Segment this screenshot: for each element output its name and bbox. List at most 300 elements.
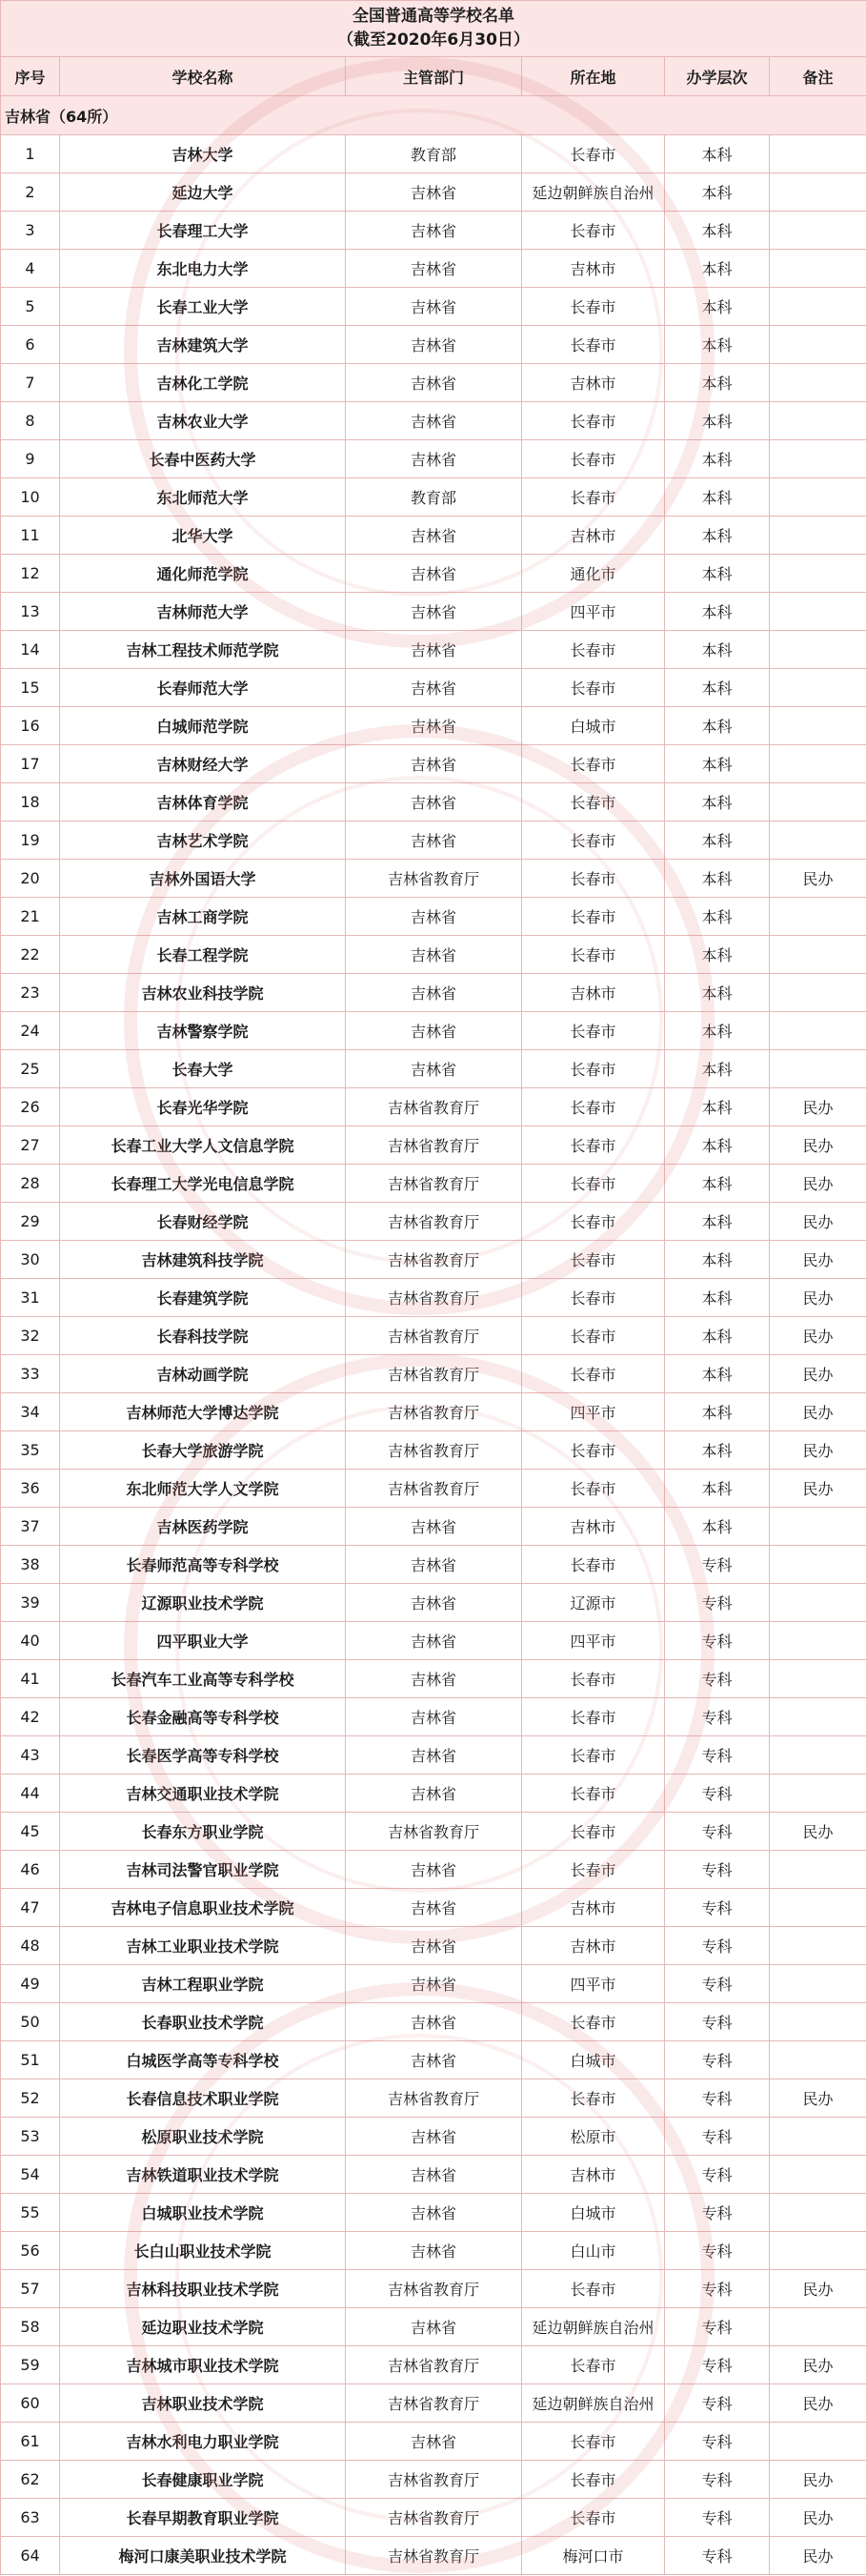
col-header-remark: 备注 bbox=[770, 57, 866, 96]
table-row bbox=[1, 1622, 866, 1660]
cell-authority: 吉林省教育厅 bbox=[346, 2384, 522, 2423]
cell-authority: 吉林省教育厅 bbox=[346, 1241, 522, 1279]
cell-school-name: 吉林铁道职业技术学院 bbox=[60, 2156, 346, 2194]
cell-school-name: 长春大学旅游学院 bbox=[60, 1431, 346, 1470]
cell-index: 43 bbox=[1, 1736, 60, 1775]
cell-location: 长春市 bbox=[522, 1775, 665, 1813]
cell-remark bbox=[770, 555, 866, 593]
cell-authority: 吉林省 bbox=[346, 1736, 522, 1775]
cell-school-name: 吉林工程职业学院 bbox=[60, 1965, 346, 2003]
cell-authority: 吉林省 bbox=[346, 1622, 522, 1660]
cell-school-name: 四平职业大学 bbox=[60, 1622, 346, 1660]
cell-location: 四平市 bbox=[522, 1965, 665, 2003]
table-row bbox=[1, 669, 866, 707]
cell-remark: 民办 bbox=[770, 2079, 866, 2118]
table-row bbox=[1, 2270, 866, 2308]
cell-level: 本科 bbox=[665, 860, 770, 898]
cell-index: 60 bbox=[1, 2384, 60, 2423]
cell-school-name: 长春健康职业学院 bbox=[60, 2461, 346, 2499]
cell-authority: 吉林省教育厅 bbox=[346, 2270, 522, 2308]
cell-location: 长春市 bbox=[522, 1241, 665, 1279]
cell-authority: 吉林省教育厅 bbox=[346, 1355, 522, 1393]
cell-index: 35 bbox=[1, 1431, 60, 1470]
table-row bbox=[1, 478, 866, 517]
cell-location: 长春市 bbox=[522, 1165, 665, 1203]
cell-school-name: 吉林工业职业技术学院 bbox=[60, 1927, 346, 1965]
table-row bbox=[1, 1660, 866, 1698]
title-line2: （截至2020年6月30日） bbox=[337, 30, 530, 50]
table-row bbox=[1, 135, 866, 173]
cell-authority: 吉林省 bbox=[346, 783, 522, 821]
cell-school-name: 长春工业大学人文信息学院 bbox=[60, 1126, 346, 1165]
cell-index: 27 bbox=[1, 1126, 60, 1165]
table-row bbox=[1, 2499, 866, 2537]
cell-remark bbox=[770, 478, 866, 517]
cell-remark bbox=[770, 1851, 866, 1889]
cell-remark bbox=[770, 2156, 866, 2194]
table-row bbox=[1, 2423, 866, 2461]
cell-index: 9 bbox=[1, 440, 60, 478]
cell-authority: 吉林省 bbox=[346, 821, 522, 860]
cell-authority: 吉林省 bbox=[346, 2232, 522, 2270]
cell-index: 51 bbox=[1, 2041, 60, 2079]
cell-level: 本科 bbox=[665, 1317, 770, 1355]
cell-level: 本科 bbox=[665, 707, 770, 745]
cell-index: 58 bbox=[1, 2308, 60, 2346]
cell-level: 本科 bbox=[665, 212, 770, 250]
cell-school-name: 白城师范学院 bbox=[60, 707, 346, 745]
cell-index: 12 bbox=[1, 555, 60, 593]
cell-authority: 教育部 bbox=[346, 478, 522, 517]
cell-authority: 吉林省 bbox=[346, 1012, 522, 1050]
table-row bbox=[1, 1393, 866, 1431]
cell-level: 专科 bbox=[665, 1546, 770, 1584]
cell-school-name: 北华大学 bbox=[60, 517, 346, 555]
cell-authority: 吉林省 bbox=[346, 2003, 522, 2041]
table-row bbox=[1, 2537, 866, 2575]
cell-school-name: 长春理工大学 bbox=[60, 212, 346, 250]
table-row bbox=[1, 2384, 866, 2423]
cell-level: 本科 bbox=[665, 745, 770, 783]
cell-location: 长春市 bbox=[522, 2079, 665, 2118]
cell-level: 专科 bbox=[665, 2537, 770, 2575]
cell-school-name: 吉林动画学院 bbox=[60, 1355, 346, 1393]
cell-authority: 吉林省教育厅 bbox=[346, 1165, 522, 1203]
cell-index: 46 bbox=[1, 1851, 60, 1889]
table-row bbox=[1, 1203, 866, 1241]
col-header-location: 所在地 bbox=[522, 57, 665, 96]
cell-remark: 民办 bbox=[770, 2346, 866, 2384]
cell-remark bbox=[770, 212, 866, 250]
cell-level: 专科 bbox=[665, 2499, 770, 2537]
cell-level: 本科 bbox=[665, 288, 770, 326]
cell-remark bbox=[770, 517, 866, 555]
cell-remark: 民办 bbox=[770, 1355, 866, 1393]
cell-index: 59 bbox=[1, 2346, 60, 2384]
table-row bbox=[1, 783, 866, 821]
table-title bbox=[1, 1, 866, 57]
cell-level: 本科 bbox=[665, 631, 770, 669]
cell-authority: 吉林省 bbox=[346, 364, 522, 402]
cell-authority: 吉林省教育厅 bbox=[346, 860, 522, 898]
col-header-level: 办学层次 bbox=[665, 57, 770, 96]
cell-school-name: 长春东方职业学院 bbox=[60, 1813, 346, 1851]
table-row bbox=[1, 517, 866, 555]
cell-remark: 民办 bbox=[770, 1470, 866, 1508]
cell-remark bbox=[770, 1012, 866, 1050]
table-row bbox=[1, 1965, 866, 2003]
cell-remark: 民办 bbox=[770, 1431, 866, 1470]
cell-authority: 吉林省教育厅 bbox=[346, 1126, 522, 1165]
cell-level: 本科 bbox=[665, 1165, 770, 1203]
cell-location: 梅河口市 bbox=[522, 2537, 665, 2575]
table-row bbox=[1, 555, 866, 593]
table-row bbox=[1, 821, 866, 860]
cell-location: 四平市 bbox=[522, 1622, 665, 1660]
cell-school-name: 吉林师范大学 bbox=[60, 593, 346, 631]
table-row bbox=[1, 1050, 866, 1088]
cell-location: 长春市 bbox=[522, 1355, 665, 1393]
cell-location: 吉林市 bbox=[522, 517, 665, 555]
cell-school-name: 长春师范高等专科学校 bbox=[60, 1546, 346, 1584]
cell-authority: 吉林省教育厅 bbox=[346, 2079, 522, 2118]
cell-authority: 吉林省 bbox=[346, 2156, 522, 2194]
cell-remark bbox=[770, 2041, 866, 2079]
cell-location: 白城市 bbox=[522, 2194, 665, 2232]
cell-index: 37 bbox=[1, 1508, 60, 1546]
cell-school-name: 吉林职业技术学院 bbox=[60, 2384, 346, 2423]
cell-school-name: 吉林医药学院 bbox=[60, 1508, 346, 1546]
cell-remark bbox=[770, 364, 866, 402]
cell-index: 22 bbox=[1, 936, 60, 974]
cell-location: 长春市 bbox=[522, 783, 665, 821]
cell-remark bbox=[770, 2232, 866, 2270]
table-row bbox=[1, 936, 866, 974]
cell-authority: 吉林省 bbox=[346, 2423, 522, 2461]
cell-school-name: 吉林体育学院 bbox=[60, 783, 346, 821]
cell-authority: 吉林省 bbox=[346, 517, 522, 555]
cell-level: 本科 bbox=[665, 173, 770, 212]
cell-authority: 吉林省 bbox=[346, 1050, 522, 1088]
cell-index: 33 bbox=[1, 1355, 60, 1393]
cell-index: 29 bbox=[1, 1203, 60, 1241]
cell-location: 长春市 bbox=[522, 2346, 665, 2384]
cell-school-name: 长春建筑学院 bbox=[60, 1279, 346, 1317]
cell-location: 长春市 bbox=[522, 631, 665, 669]
cell-level: 专科 bbox=[665, 2156, 770, 2194]
cell-level: 本科 bbox=[665, 440, 770, 478]
cell-remark bbox=[770, 1584, 866, 1622]
table-row bbox=[1, 2079, 866, 2118]
cell-level: 专科 bbox=[665, 2079, 770, 2118]
cell-location: 长春市 bbox=[522, 2270, 665, 2308]
cell-remark: 民办 bbox=[770, 2537, 866, 2575]
table-row bbox=[1, 2346, 866, 2384]
cell-remark bbox=[770, 1775, 866, 1813]
cell-location: 长春市 bbox=[522, 2461, 665, 2499]
cell-level: 本科 bbox=[665, 326, 770, 364]
cell-school-name: 吉林建筑大学 bbox=[60, 326, 346, 364]
cell-location: 长春市 bbox=[522, 1050, 665, 1088]
cell-location: 长春市 bbox=[522, 1813, 665, 1851]
cell-remark bbox=[770, 1050, 866, 1088]
cell-index: 28 bbox=[1, 1165, 60, 1203]
cell-school-name: 长春光华学院 bbox=[60, 1088, 346, 1126]
cell-index: 15 bbox=[1, 669, 60, 707]
cell-school-name: 吉林财经大学 bbox=[60, 745, 346, 783]
cell-index: 21 bbox=[1, 898, 60, 936]
cell-remark bbox=[770, 1660, 866, 1698]
cell-school-name: 长春理工大学光电信息学院 bbox=[60, 1165, 346, 1203]
table-row bbox=[1, 212, 866, 250]
cell-location: 长春市 bbox=[522, 288, 665, 326]
cell-location: 白城市 bbox=[522, 2041, 665, 2079]
province-label: 吉林省（64所） bbox=[1, 96, 866, 135]
cell-authority: 吉林省 bbox=[346, 212, 522, 250]
table-row bbox=[1, 745, 866, 783]
cell-index: 34 bbox=[1, 1393, 60, 1431]
table-row bbox=[1, 1012, 866, 1050]
cell-index: 7 bbox=[1, 364, 60, 402]
cell-location: 四平市 bbox=[522, 593, 665, 631]
cell-location: 长春市 bbox=[522, 1736, 665, 1775]
cell-level: 专科 bbox=[665, 1775, 770, 1813]
cell-school-name: 松原职业技术学院 bbox=[60, 2118, 346, 2156]
cell-level: 本科 bbox=[665, 478, 770, 517]
table-row bbox=[1, 1508, 866, 1546]
cell-authority: 吉林省 bbox=[346, 1851, 522, 1889]
table-row bbox=[1, 974, 866, 1012]
cell-level: 专科 bbox=[665, 2270, 770, 2308]
cell-location: 长春市 bbox=[522, 1317, 665, 1355]
cell-school-name: 吉林交通职业技术学院 bbox=[60, 1775, 346, 1813]
cell-remark bbox=[770, 135, 866, 173]
cell-school-name: 吉林电子信息职业技术学院 bbox=[60, 1889, 346, 1927]
cell-remark bbox=[770, 1622, 866, 1660]
cell-level: 本科 bbox=[665, 669, 770, 707]
cell-index: 53 bbox=[1, 2118, 60, 2156]
col-header-authority: 主管部门 bbox=[346, 57, 522, 96]
cell-school-name: 东北师范大学人文学院 bbox=[60, 1470, 346, 1508]
table-row bbox=[1, 173, 866, 212]
cell-remark bbox=[770, 1546, 866, 1584]
cell-index: 32 bbox=[1, 1317, 60, 1355]
cell-location: 吉林市 bbox=[522, 1889, 665, 1927]
cell-authority: 吉林省 bbox=[346, 669, 522, 707]
cell-remark bbox=[770, 1508, 866, 1546]
cell-remark bbox=[770, 707, 866, 745]
table-row bbox=[1, 2118, 866, 2156]
cell-index: 19 bbox=[1, 821, 60, 860]
cell-remark bbox=[770, 936, 866, 974]
cell-authority: 吉林省 bbox=[346, 250, 522, 288]
table-row bbox=[1, 1546, 866, 1584]
table-row bbox=[1, 631, 866, 669]
cell-index: 1 bbox=[1, 135, 60, 173]
cell-authority: 吉林省教育厅 bbox=[346, 1088, 522, 1126]
cell-remark bbox=[770, 1698, 866, 1736]
cell-remark bbox=[770, 1736, 866, 1775]
cell-level: 专科 bbox=[665, 1660, 770, 1698]
cell-level: 本科 bbox=[665, 974, 770, 1012]
cell-level: 专科 bbox=[665, 2461, 770, 2499]
table-row bbox=[1, 2232, 866, 2270]
cell-location: 吉林市 bbox=[522, 974, 665, 1012]
cell-school-name: 长春早期教育职业学院 bbox=[60, 2499, 346, 2537]
table-row bbox=[1, 1813, 866, 1851]
cell-location: 长春市 bbox=[522, 821, 665, 860]
cell-level: 专科 bbox=[665, 1927, 770, 1965]
table-row bbox=[1, 402, 866, 440]
cell-authority: 吉林省教育厅 bbox=[346, 1203, 522, 1241]
col-header-school-name: 学校名称 bbox=[60, 57, 346, 96]
table-row bbox=[1, 1279, 866, 1317]
cell-location: 吉林市 bbox=[522, 1508, 665, 1546]
cell-location: 长春市 bbox=[522, 1660, 665, 1698]
cell-location: 长春市 bbox=[522, 1431, 665, 1470]
cell-level: 专科 bbox=[665, 2003, 770, 2041]
cell-location: 吉林市 bbox=[522, 1927, 665, 1965]
cell-remark bbox=[770, 326, 866, 364]
cell-school-name: 白城职业技术学院 bbox=[60, 2194, 346, 2232]
cell-school-name: 吉林化工学院 bbox=[60, 364, 346, 402]
cell-level: 专科 bbox=[665, 2041, 770, 2079]
cell-authority: 吉林省 bbox=[346, 326, 522, 364]
cell-authority: 吉林省教育厅 bbox=[346, 2537, 522, 2575]
cell-remark: 民办 bbox=[770, 2499, 866, 2537]
cell-authority: 吉林省 bbox=[346, 974, 522, 1012]
cell-remark bbox=[770, 173, 866, 212]
cell-school-name: 吉林水利电力职业学院 bbox=[60, 2423, 346, 2461]
cell-level: 本科 bbox=[665, 1241, 770, 1279]
cell-index: 50 bbox=[1, 2003, 60, 2041]
cell-index: 36 bbox=[1, 1470, 60, 1508]
cell-location: 白城市 bbox=[522, 707, 665, 745]
cell-level: 本科 bbox=[665, 1470, 770, 1508]
cell-level: 专科 bbox=[665, 1813, 770, 1851]
cell-level: 专科 bbox=[665, 2232, 770, 2270]
cell-school-name: 长春工程学院 bbox=[60, 936, 346, 974]
cell-location: 长春市 bbox=[522, 936, 665, 974]
cell-index: 62 bbox=[1, 2461, 60, 2499]
cell-index: 41 bbox=[1, 1660, 60, 1698]
cell-level: 本科 bbox=[665, 402, 770, 440]
cell-remark bbox=[770, 2423, 866, 2461]
cell-index: 56 bbox=[1, 2232, 60, 2270]
cell-location: 长春市 bbox=[522, 860, 665, 898]
cell-remark bbox=[770, 593, 866, 631]
cell-index: 13 bbox=[1, 593, 60, 631]
cell-level: 本科 bbox=[665, 593, 770, 631]
title-row bbox=[1, 1, 866, 57]
cell-level: 本科 bbox=[665, 250, 770, 288]
cell-school-name: 长春金融高等专科学校 bbox=[60, 1698, 346, 1736]
cell-location: 延边朝鲜族自治州 bbox=[522, 173, 665, 212]
cell-school-name: 长春财经学院 bbox=[60, 1203, 346, 1241]
cell-level: 本科 bbox=[665, 821, 770, 860]
cell-authority: 吉林省 bbox=[346, 2308, 522, 2346]
cell-remark bbox=[770, 631, 866, 669]
cell-index: 61 bbox=[1, 2423, 60, 2461]
table-row bbox=[1, 1851, 866, 1889]
cell-index: 38 bbox=[1, 1546, 60, 1584]
cell-level: 本科 bbox=[665, 517, 770, 555]
cell-remark bbox=[770, 745, 866, 783]
cell-school-name: 吉林建筑科技学院 bbox=[60, 1241, 346, 1279]
cell-authority: 吉林省 bbox=[346, 936, 522, 974]
cell-school-name: 吉林科技职业技术学院 bbox=[60, 2270, 346, 2308]
cell-index: 48 bbox=[1, 1927, 60, 1965]
cell-authority: 吉林省 bbox=[346, 2041, 522, 2079]
cell-location: 长春市 bbox=[522, 1088, 665, 1126]
cell-school-name: 长春科技学院 bbox=[60, 1317, 346, 1355]
cell-location: 长春市 bbox=[522, 1851, 665, 1889]
cell-index: 30 bbox=[1, 1241, 60, 1279]
cell-remark: 民办 bbox=[770, 2270, 866, 2308]
cell-level: 专科 bbox=[665, 1698, 770, 1736]
cell-school-name: 辽源职业技术学院 bbox=[60, 1584, 346, 1622]
cell-location: 吉林市 bbox=[522, 2156, 665, 2194]
cell-authority: 吉林省 bbox=[346, 173, 522, 212]
cell-remark bbox=[770, 2308, 866, 2346]
cell-index: 14 bbox=[1, 631, 60, 669]
cell-remark: 民办 bbox=[770, 1393, 866, 1431]
cell-index: 5 bbox=[1, 288, 60, 326]
cell-authority: 吉林省 bbox=[346, 593, 522, 631]
table-row bbox=[1, 250, 866, 288]
cell-index: 2 bbox=[1, 173, 60, 212]
cell-location: 长春市 bbox=[522, 1203, 665, 1241]
cell-level: 专科 bbox=[665, 1622, 770, 1660]
cell-index: 10 bbox=[1, 478, 60, 517]
cell-school-name: 长春医学高等专科学校 bbox=[60, 1736, 346, 1775]
cell-school-name: 吉林工商学院 bbox=[60, 898, 346, 936]
cell-index: 24 bbox=[1, 1012, 60, 1050]
cell-school-name: 吉林师范大学博达学院 bbox=[60, 1393, 346, 1431]
cell-level: 专科 bbox=[665, 2118, 770, 2156]
cell-index: 8 bbox=[1, 402, 60, 440]
table-row bbox=[1, 2194, 866, 2232]
cell-location: 长春市 bbox=[522, 2499, 665, 2537]
cell-level: 本科 bbox=[665, 555, 770, 593]
table-row bbox=[1, 2003, 866, 2041]
cell-authority: 吉林省 bbox=[346, 2118, 522, 2156]
cell-school-name: 吉林外国语大学 bbox=[60, 860, 346, 898]
cell-index: 23 bbox=[1, 974, 60, 1012]
cell-level: 专科 bbox=[665, 2423, 770, 2461]
cell-location: 白山市 bbox=[522, 2232, 665, 2270]
cell-authority: 吉林省教育厅 bbox=[346, 1279, 522, 1317]
cell-remark bbox=[770, 974, 866, 1012]
cell-school-name: 吉林艺术学院 bbox=[60, 821, 346, 860]
cell-authority: 吉林省 bbox=[346, 707, 522, 745]
cell-location: 长春市 bbox=[522, 1470, 665, 1508]
table-row bbox=[1, 1736, 866, 1775]
cell-level: 本科 bbox=[665, 364, 770, 402]
cell-remark: 民办 bbox=[770, 1279, 866, 1317]
cell-authority: 吉林省 bbox=[346, 1775, 522, 1813]
cell-authority: 吉林省教育厅 bbox=[346, 1813, 522, 1851]
cell-level: 专科 bbox=[665, 2346, 770, 2384]
cell-school-name: 长春师范大学 bbox=[60, 669, 346, 707]
cell-authority: 吉林省 bbox=[346, 440, 522, 478]
cell-authority: 吉林省 bbox=[346, 1584, 522, 1622]
cell-school-name: 长春职业技术学院 bbox=[60, 2003, 346, 2041]
table-row bbox=[1, 1889, 866, 1927]
cell-location: 长春市 bbox=[522, 440, 665, 478]
cell-index: 3 bbox=[1, 212, 60, 250]
cell-authority: 吉林省 bbox=[346, 1660, 522, 1698]
